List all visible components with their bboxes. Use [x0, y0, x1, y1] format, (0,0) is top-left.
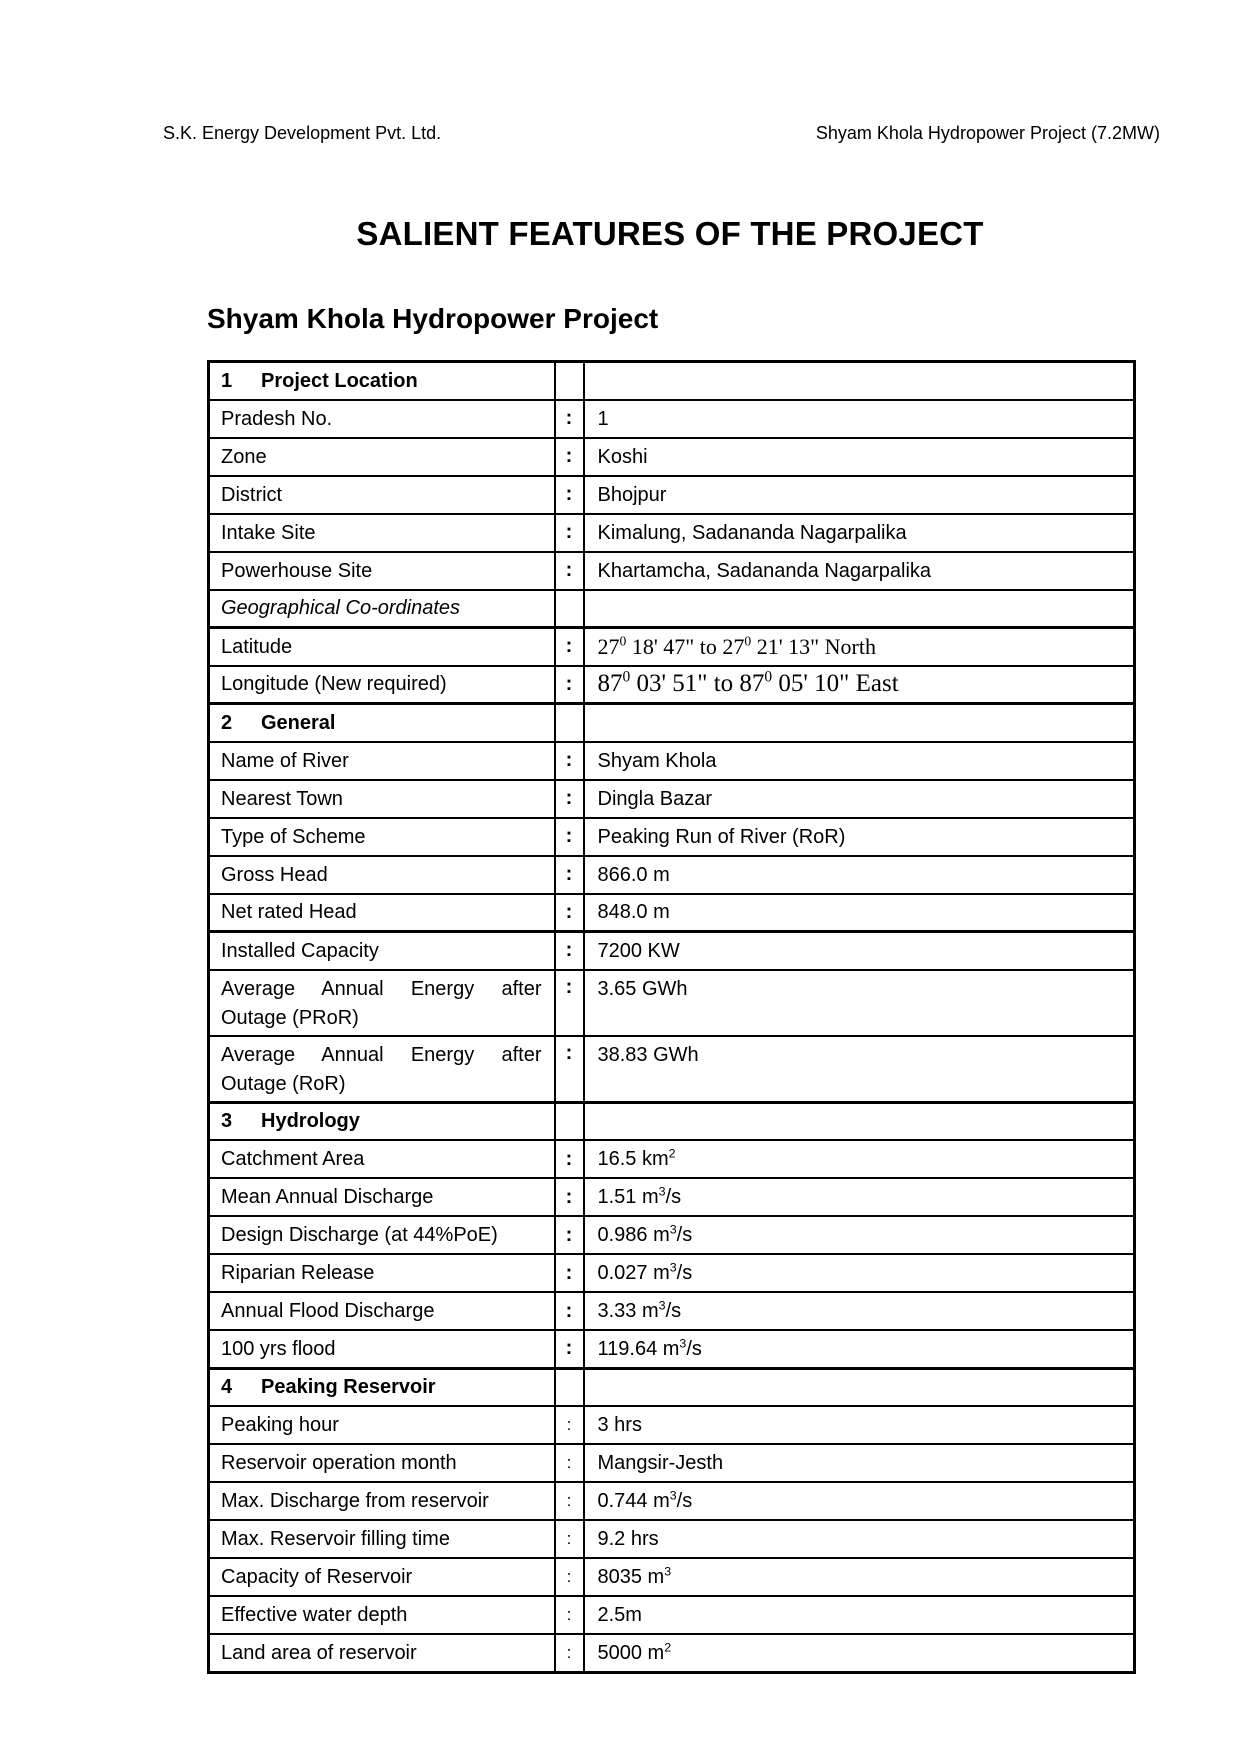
feature-label-cell: Type of Scheme [209, 818, 555, 856]
feature-label-cell: Reservoir operation month [209, 1444, 555, 1482]
feature-label-cell [209, 970, 555, 1036]
feature-row [209, 894, 1135, 932]
superscript: 3 [669, 1488, 677, 1503]
feature-label-cell: Riparian Release [209, 1254, 555, 1292]
feature-value-cell: 9.2 hrs [584, 1520, 1135, 1558]
feature-value-cell: 3.33 $m^3/s$ [584, 1292, 1135, 1330]
section-title: Peaking Reservoir [261, 1376, 436, 1399]
colon-separator-cell: : [555, 742, 584, 780]
superscript: 2 [664, 1640, 672, 1655]
feature-label-cell: Max. Discharge from reservoir [209, 1482, 555, 1520]
feature-row [209, 514, 1135, 552]
colon-separator-cell: : [555, 1596, 584, 1634]
feature-row [209, 1036, 1135, 1103]
feature-label-line: Average Annual Energy after [221, 977, 542, 1000]
feature-value-cell: 3.65 GWh [584, 970, 1135, 1036]
feature-row [209, 590, 1135, 628]
feature-label-cell: Land area of reservoir [209, 1634, 555, 1672]
feature-label-cell: 100 yrs flood [209, 1330, 555, 1368]
feature-value-cell [584, 1102, 1135, 1140]
feature-label-cell [209, 1036, 555, 1103]
feature-label-cell: Effective water depth [209, 1596, 555, 1634]
feature-label-cell: Powerhouse Site [209, 552, 555, 590]
feature-row [209, 1330, 1135, 1368]
colon-separator-cell [555, 590, 584, 628]
section-title-cell [209, 362, 555, 400]
colon-separator-cell: : [555, 818, 584, 856]
section-title: General [261, 711, 336, 734]
section-number: 3 [221, 1110, 233, 1133]
feature-row [209, 856, 1135, 894]
header-project-name: Shyam Khola Hydropower Project (7.2MW) [815, 123, 1160, 143]
feature-row [209, 1178, 1135, 1216]
colon-separator-cell: : [555, 1330, 584, 1368]
feature-row [209, 1482, 1135, 1520]
feature-label-cell: Intake Site [209, 514, 555, 552]
feature-label-line: Outage (PRoR) [221, 1006, 359, 1029]
colon-separator-cell: : [555, 628, 584, 666]
feature-label-cell: District [209, 476, 555, 514]
colon-separator-cell: : [555, 780, 584, 818]
feature-label-cell: Catchment Area [209, 1140, 555, 1178]
feature-label-cell: Mean Annual Discharge [209, 1178, 555, 1216]
colon-separator-cell: : [555, 894, 584, 932]
feature-value-cell: 3 hrs [584, 1406, 1135, 1444]
section-number: 2 [221, 711, 233, 734]
feature-row [209, 742, 1135, 780]
feature-label-cell: Pradesh No. [209, 400, 555, 438]
feature-label-cell: Capacity of Reservoir [209, 1558, 555, 1596]
feature-label-line: Average Annual Energy after [221, 1043, 542, 1066]
superscript: 3 [679, 1336, 687, 1351]
feature-row [209, 1558, 1135, 1596]
feature-value-cell: 0.986 $m^3/s$ [584, 1216, 1135, 1254]
section-header-row [209, 704, 1135, 742]
feature-value-cell [584, 590, 1135, 628]
section-header-row [209, 1102, 1135, 1140]
superscript: 0 [764, 668, 773, 686]
feature-row [209, 1634, 1135, 1672]
feature-label-cell: Nearest Town [209, 780, 555, 818]
feature-value-cell: Shyam Khola [584, 742, 1135, 780]
feature-row [209, 932, 1135, 970]
colon-separator-cell: : [555, 1178, 584, 1216]
feature-value-cell: Bhojpur [584, 476, 1135, 514]
colon-separator-cell: : [555, 438, 584, 476]
feature-label-cell: Name of River [209, 742, 555, 780]
feature-value-cell [584, 362, 1135, 400]
colon-separator-cell [555, 1102, 584, 1140]
colon-separator-cell [555, 362, 584, 400]
colon-separator-cell: : [555, 970, 584, 1036]
colon-separator-cell: : [555, 1140, 584, 1178]
colon-separator-cell: : [555, 1634, 584, 1672]
feature-value-cell: 7200 KW [584, 932, 1135, 970]
feature-value-cell [584, 704, 1135, 742]
feature-value-cell: 16.5 $km^2$ [584, 1140, 1135, 1178]
colon-separator-cell: : [555, 666, 584, 704]
superscript: 0 [619, 633, 627, 649]
section-header-row [209, 362, 1135, 400]
section-header-row [209, 1368, 1135, 1406]
feature-label-cell: Max. Reservoir filling time [209, 1520, 555, 1558]
feature-value-cell: $87^0$ 03' 51" to $87^0$ 05' 10" East [584, 666, 1135, 704]
superscript: 3 [658, 1184, 666, 1199]
superscript: 0 [744, 633, 752, 649]
superscript: 0 [622, 668, 631, 686]
colon-separator-cell [555, 704, 584, 742]
colon-separator-cell: : [555, 1482, 584, 1520]
feature-label-cell: Geographical Co-ordinates [209, 590, 555, 628]
feature-label-cell: Peaking hour [209, 1406, 555, 1444]
colon-separator-cell: : [555, 1520, 584, 1558]
superscript: 2 [668, 1146, 676, 1161]
feature-label-cell: Zone [209, 438, 555, 476]
superscript: 3 [669, 1222, 677, 1237]
feature-value-cell: 848.0 m [584, 894, 1135, 932]
colon-separator-cell: : [555, 1036, 584, 1103]
colon-separator-cell: : [555, 856, 584, 894]
feature-value-cell: 8035 $m^3$ [584, 1558, 1135, 1596]
colon-separator-cell: : [555, 1254, 584, 1292]
title-block [207, 212, 1133, 256]
feature-row [209, 1520, 1135, 1558]
feature-row [209, 780, 1135, 818]
feature-value-cell: 119.64 $m^3/s$ [584, 1330, 1135, 1368]
colon-separator-cell: : [555, 1558, 584, 1596]
feature-row [209, 666, 1135, 704]
feature-row [209, 400, 1135, 438]
feature-value-cell: 0.744 $m^3/s$ [584, 1482, 1135, 1520]
feature-row [209, 1216, 1135, 1254]
feature-value-cell [584, 1368, 1135, 1406]
feature-value-cell: 1.51 $m^3/s$ [584, 1178, 1135, 1216]
colon-separator-cell: : [555, 476, 584, 514]
section-title: Hydrology [261, 1110, 360, 1133]
feature-row [209, 1292, 1135, 1330]
colon-separator-cell: : [555, 552, 584, 590]
feature-value-cell: 2.5m [584, 1596, 1135, 1634]
feature-value-cell: Kimalung, Sadananda Nagarpalika [584, 514, 1135, 552]
superscript: 3 [664, 1564, 672, 1579]
colon-separator-cell: : [555, 1216, 584, 1254]
page-title: SALIENT FEATURES OF THE PROJECT [356, 215, 984, 252]
feature-label-cell: Installed Capacity [209, 932, 555, 970]
section-title-cell [209, 1368, 555, 1406]
feature-value-cell: 1 [584, 400, 1135, 438]
section-title-cell [209, 704, 555, 742]
feature-value-cell: Peaking Run of River (RoR) [584, 818, 1135, 856]
feature-label-cell: Annual Flood Discharge [209, 1292, 555, 1330]
feature-value-cell: Khartamcha, Sadananda Nagarpalika [584, 552, 1135, 590]
header-company-name: S.K. Energy Development Pvt. Ltd. [163, 123, 442, 143]
feature-row [209, 818, 1135, 856]
feature-value-cell: Mangsir-Jesth [584, 1444, 1135, 1482]
feature-row [209, 1444, 1135, 1482]
feature-row [209, 1596, 1135, 1634]
colon-separator-cell: : [555, 1292, 584, 1330]
feature-row [209, 552, 1135, 590]
colon-separator-cell: : [555, 932, 584, 970]
colon-separator-cell [555, 1368, 584, 1406]
salient-features-table [207, 360, 1136, 1674]
project-heading: Shyam Khola Hydropower Project [207, 303, 659, 334]
section-title-cell [209, 1102, 555, 1140]
feature-value-cell: 0.027 $m^3/s$ [584, 1254, 1135, 1292]
feature-value-cell: Koshi [584, 438, 1135, 476]
feature-label-line: Outage (RoR) [221, 1072, 346, 1095]
feature-value-cell: $27^0$ 18' 47" to $27^0$ 21' 13" North [584, 628, 1135, 666]
colon-separator-cell: : [555, 514, 584, 552]
feature-value-cell: 5000 $m^2$ [584, 1634, 1135, 1672]
section-title: Project Location [261, 369, 418, 392]
feature-row [209, 438, 1135, 476]
colon-separator-cell: : [555, 1406, 584, 1444]
feature-label-cell: Latitude [209, 628, 555, 666]
section-number: 1 [221, 369, 233, 392]
feature-label-cell: Design Discharge (at 44%PoE) [209, 1216, 555, 1254]
superscript: 3 [669, 1260, 677, 1275]
feature-row [209, 476, 1135, 514]
feature-label-cell: Net rated Head [209, 894, 555, 932]
feature-value-cell: 38.83 GWh [584, 1036, 1135, 1103]
feature-row [209, 628, 1135, 666]
feature-label-cell: Longitude (New required) [209, 666, 555, 704]
feature-row [209, 970, 1135, 1036]
feature-value-cell: Dingla Bazar [584, 780, 1135, 818]
document-header [0, 0, 1241, 144]
feature-row [209, 1140, 1135, 1178]
feature-label-cell: Gross Head [209, 856, 555, 894]
colon-separator-cell: : [555, 400, 584, 438]
feature-value-cell: 866.0 m [584, 856, 1135, 894]
feature-row [209, 1254, 1135, 1292]
feature-row [209, 1406, 1135, 1444]
colon-separator-cell: : [555, 1444, 584, 1482]
superscript: 3 [658, 1298, 666, 1313]
section-number: 4 [221, 1376, 233, 1399]
